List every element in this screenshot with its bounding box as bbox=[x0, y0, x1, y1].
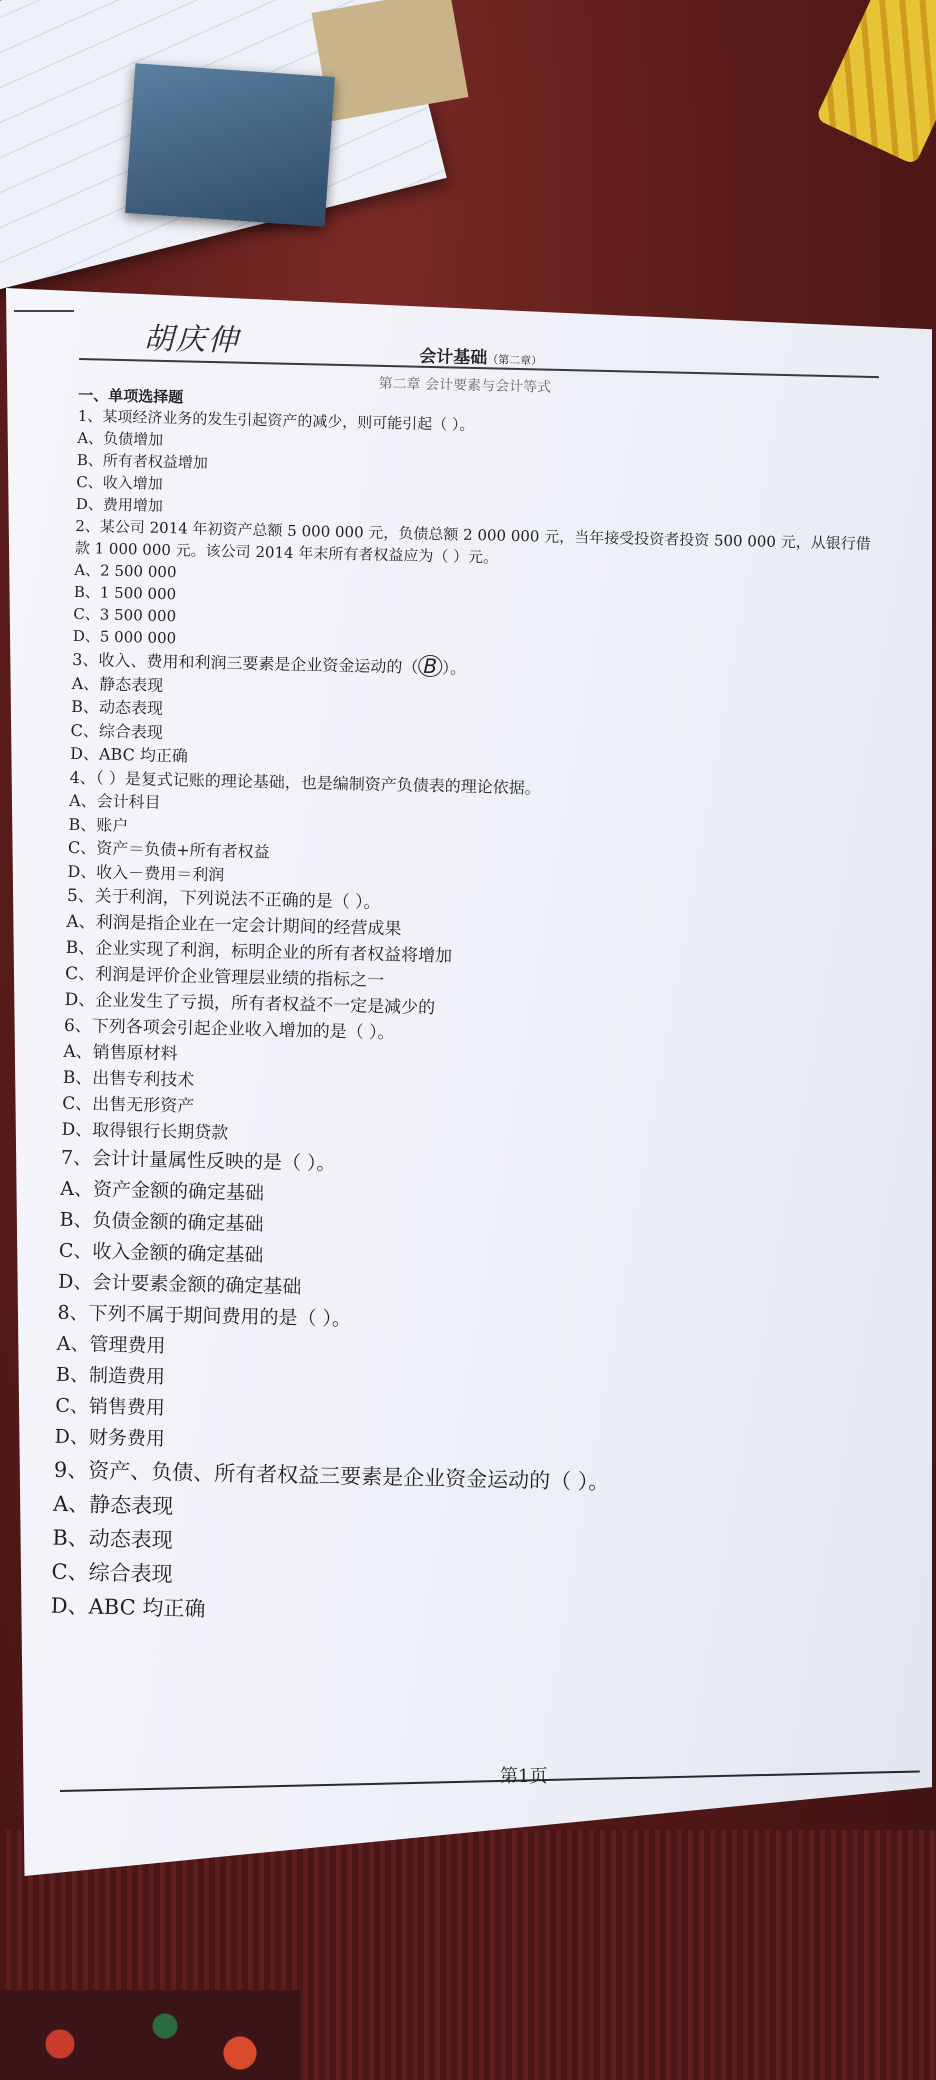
question-3-option-c: C、综合表现 bbox=[70, 720, 164, 742]
background-floral-cloth bbox=[0, 1990, 300, 2080]
handwritten-student-name: 胡庆伸 bbox=[143, 321, 240, 359]
question-6-option-a: A、销售原材料 bbox=[63, 1041, 178, 1065]
document-title-text: 会计基础 bbox=[419, 346, 488, 369]
question-9-option-a: A、静态表现 bbox=[52, 1491, 174, 1519]
question-4-stem: 4、（ ）是复式记账的理论基础，也是编制资产负债表的理论依据。 bbox=[69, 767, 542, 798]
question-1-option-d: D、费用增加 bbox=[75, 494, 164, 515]
question-2-option-b: B、1 500 000 bbox=[73, 582, 177, 604]
question-6-stem: 6、下列各项会引起企业收入增加的是（ ）。 bbox=[63, 1015, 395, 1044]
question-8-option-d: D、财务费用 bbox=[54, 1425, 166, 1451]
question-7-option-d: D、会计要素金额的确定基础 bbox=[57, 1270, 302, 1299]
question-2-option-d: D、5 000 000 bbox=[72, 626, 177, 648]
question-7-option-b: B、负债金额的确定基础 bbox=[59, 1208, 264, 1236]
question-9-option-d: D、ABC 均正确 bbox=[50, 1593, 206, 1622]
question-9-stem: 9、资产、负债、所有者权益三要素是企业资金运动的（ ）。 bbox=[53, 1457, 610, 1495]
question-7-stem: 7、会计计量属性反映的是（ ）。 bbox=[60, 1146, 336, 1176]
question-3-stem-after: ）。 bbox=[441, 658, 467, 678]
question-3-stem-before: 3、收入、费用和利润三要素是企业资金运动的（ bbox=[72, 649, 419, 677]
exam-content bbox=[48, 320, 900, 1758]
question-4-option-b: B、账户 bbox=[68, 814, 129, 835]
chapter-subtitle: 第二章 会计要素与会计等式 bbox=[378, 375, 552, 396]
question-1-stem: 1、某项经济业务的发生引起资产的减少，则可能引起（ ）。 bbox=[77, 406, 475, 434]
question-6-option-d: D、取得银行长期贷款 bbox=[61, 1119, 229, 1144]
background-folder bbox=[312, 0, 469, 121]
question-list bbox=[50, 386, 878, 1641]
question-5-stem: 5、关于利润，下列说法不正确的是（ ）。 bbox=[66, 885, 381, 913]
question-1-option-c: C、收入增加 bbox=[76, 472, 163, 493]
question-9-option-b: B、动态表现 bbox=[52, 1525, 174, 1553]
question-2-option-a: A、2 500 000 bbox=[74, 560, 177, 582]
document-title-note: （第二章） bbox=[487, 353, 543, 368]
question-7-option-c: C、收入金额的确定基础 bbox=[58, 1239, 264, 1267]
background-book bbox=[125, 63, 335, 227]
question-3-option-b: B、动态表现 bbox=[71, 696, 164, 718]
question-4-option-d: D、收入－费用＝利润 bbox=[67, 861, 225, 884]
question-8-option-b: B、制造费用 bbox=[55, 1363, 166, 1389]
handwritten-answer-mark: B bbox=[418, 655, 442, 678]
question-5-option-c: C、利润是评价企业管理层业绩的指标之一 bbox=[64, 963, 385, 992]
question-1-option-b: B、所有者权益增加 bbox=[76, 450, 209, 472]
question-8-option-c: C、销售费用 bbox=[55, 1394, 166, 1420]
question-7-option-a: A、资产金额的确定基础 bbox=[60, 1177, 265, 1205]
question-5-option-a: A、利润是指企业在一定会计期间的经营成果 bbox=[66, 911, 402, 940]
question-8-stem: 8、下列不属于期间费用的是（ ）。 bbox=[57, 1301, 352, 1331]
question-4-option-a: A、会计科目 bbox=[68, 790, 161, 812]
question-1-option-a: A、负债增加 bbox=[77, 428, 164, 449]
section-heading: 一、单项选择题 bbox=[78, 385, 184, 407]
question-3-option-a: A、静态表现 bbox=[71, 673, 164, 695]
question-5-option-d: D、企业发生了亏损，所有者权益不一定是减少的 bbox=[64, 989, 436, 1019]
question-8-option-a: A、管理费用 bbox=[56, 1332, 166, 1358]
page-number: 第1页 bbox=[500, 1766, 548, 1787]
question-9-option-c: C、综合表现 bbox=[51, 1559, 173, 1587]
question-2-option-c: C、3 500 000 bbox=[73, 604, 177, 626]
paper-edge-mark bbox=[14, 310, 74, 312]
question-6-option-c: C、出售无形资产 bbox=[61, 1093, 195, 1117]
question-5-option-b: B、企业实现了利润，标明企业的所有者权益将增加 bbox=[65, 937, 453, 967]
question-3-option-d: D、ABC 均正确 bbox=[69, 743, 189, 766]
background-toy bbox=[815, 0, 936, 165]
question-4-option-c: C、资产＝负债+所有者权益 bbox=[67, 837, 270, 862]
question-2-stem: 2、某公司 2014 年初资产总额 5 000 000 元，负债总额 2 000 000 元，当年接受投资者投资 500 000 元，从银行借款 1 000 000 元。该公司 2014 年末所有者权益应为（ ）元。 bbox=[74, 516, 871, 567]
question-6-option-b: B、出售专利技术 bbox=[62, 1067, 195, 1091]
